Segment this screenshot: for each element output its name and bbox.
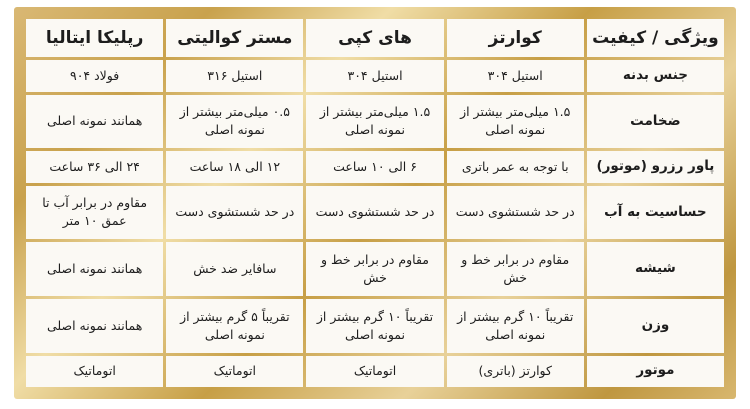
- cell-body-material-high-copy: استیل ۳۰۴: [306, 60, 443, 91]
- cell-movement-high-copy: اتوماتیک: [306, 356, 443, 387]
- cell-glass-quartz: مقاوم در برابر خط و خش: [447, 242, 584, 296]
- cell-thickness-replica-italia: همانند نمونه اصلی: [26, 95, 163, 149]
- table-row: [26, 186, 724, 240]
- table-header-row: [26, 19, 724, 57]
- cell-thickness-quartz: ۱.۵ میلی‌متر بیشتر از نمونه اصلی: [447, 95, 584, 149]
- cell-water-resistance-master-quality: در حد شستشوی دست: [166, 186, 303, 240]
- table-row: [26, 242, 724, 296]
- cell-movement-replica-italia: اتوماتیک: [26, 356, 163, 387]
- row-label-weight: وزن: [587, 299, 724, 353]
- table-row: [26, 356, 724, 387]
- row-label-water-resistance: حساسیت به آب: [587, 186, 724, 240]
- table-row: [26, 151, 724, 182]
- cell-glass-master-quality: سافایر ضد خش: [166, 242, 303, 296]
- cell-glass-replica-italia: همانند نمونه اصلی: [26, 242, 163, 296]
- cell-glass-high-copy: مقاوم در برابر خط و خش: [306, 242, 443, 296]
- header-cell-master-quality: مستر کوالیتی: [166, 19, 303, 57]
- cell-water-resistance-quartz: در حد شستشوی دست: [447, 186, 584, 240]
- row-label-movement: موتور: [587, 356, 724, 387]
- row-label-body-material: جنس بدنه: [587, 60, 724, 91]
- cell-body-material-replica-italia: فولاد ۹۰۴: [26, 60, 163, 91]
- cell-movement-master-quality: اتوماتیک: [166, 356, 303, 387]
- table-row: [26, 95, 724, 149]
- cell-body-material-quartz: استیل ۳۰۴: [447, 60, 584, 91]
- cell-thickness-master-quality: ۰.۵ میلی‌متر بیشتر از نمونه اصلی: [166, 95, 303, 149]
- spec-table-wrapper: [23, 16, 727, 390]
- cell-weight-master-quality: تقریباً ۵ گرم بیشتر از نمونه اصلی: [166, 299, 303, 353]
- row-label-power-reserve: پاور رزرو (موتور): [587, 151, 724, 182]
- header-cell-high-copy: های کپی: [306, 19, 443, 57]
- cell-movement-quartz: کوارتز (باتری): [447, 356, 584, 387]
- table-row: [26, 60, 724, 91]
- watch-grade-comparison-table: [23, 16, 727, 390]
- header-cell-replica-italia: رپلیکا ایتالیا: [26, 19, 163, 57]
- header-cell-quartz: کوارتز: [447, 19, 584, 57]
- cell-power-reserve-replica-italia: ۲۴ الی ۳۶ ساعت: [26, 151, 163, 182]
- gold-frame: [14, 7, 736, 399]
- cell-power-reserve-high-copy: ۶ الی ۱۰ ساعت: [306, 151, 443, 182]
- table-row: [26, 299, 724, 353]
- cell-power-reserve-quartz: با توجه به عمر باتری: [447, 151, 584, 182]
- cell-water-resistance-replica-italia: مقاوم در برابر آب تا عمق ۱۰ متر: [26, 186, 163, 240]
- cell-weight-high-copy: تقریباً ۱۰ گرم بیشتر از نمونه اصلی: [306, 299, 443, 353]
- cell-weight-quartz: تقریباً ۱۰ گرم بیشتر از نمونه اصلی: [447, 299, 584, 353]
- cell-power-reserve-master-quality: ۱۲ الی ۱۸ ساعت: [166, 151, 303, 182]
- row-label-thickness: ضخامت: [587, 95, 724, 149]
- row-label-glass: شیشه: [587, 242, 724, 296]
- cell-water-resistance-high-copy: در حد شستشوی دست: [306, 186, 443, 240]
- cell-weight-replica-italia: همانند نمونه اصلی: [26, 299, 163, 353]
- cell-body-material-master-quality: استیل ۳۱۶: [166, 60, 303, 91]
- cell-thickness-high-copy: ۱.۵ میلی‌متر بیشتر از نمونه اصلی: [306, 95, 443, 149]
- header-cell-feature: ویژگی / کیفیت: [587, 19, 724, 57]
